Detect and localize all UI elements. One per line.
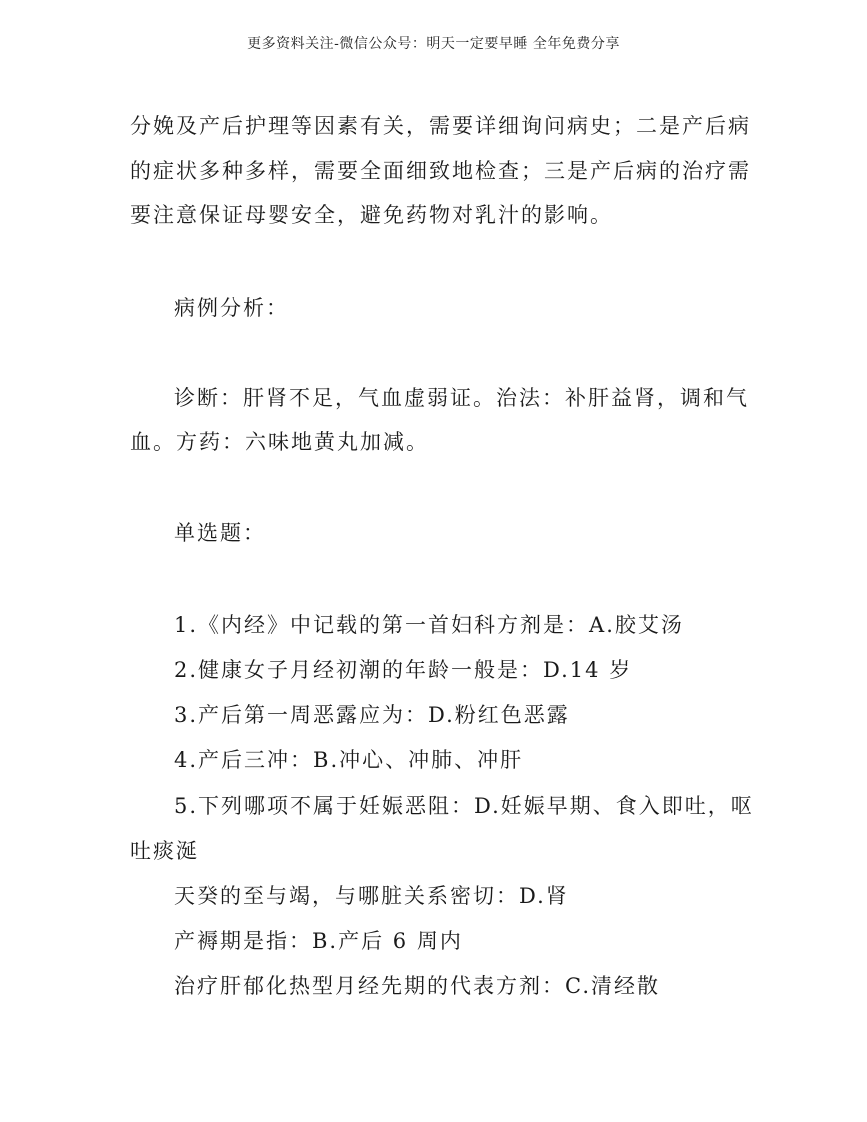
question-item: 产褥期是指：B.产后 6 周内 bbox=[174, 929, 463, 953]
question-item: 天癸的至与竭，与哪脏关系密切：D.肾 bbox=[174, 884, 569, 908]
question-item-continuation: 吐痰涎 bbox=[130, 839, 199, 863]
single-choice-heading: 单选题： bbox=[174, 521, 266, 545]
intro-line-2: 的症状多种多样，需要全面细致地检查；三是产后病的治疗需 bbox=[130, 159, 751, 183]
intro-line-3: 要注意保证母婴安全，避免药物对乳汁的影响。 bbox=[130, 203, 613, 227]
header-note: 更多资料关注-微信公众号：明天一定要早睡 全年免费分享 bbox=[247, 36, 620, 52]
case-analysis-heading: 病例分析： bbox=[174, 296, 289, 320]
question-item: 治疗肝郁化热型月经先期的代表方剂：C.清经散 bbox=[174, 974, 660, 998]
question-item: 3.产后第一周恶露应为：D.粉红色恶露 bbox=[174, 703, 570, 727]
question-item: 1.《内经》中记载的第一首妇科方剂是：A.胶艾汤 bbox=[174, 613, 684, 637]
intro-line-1: 分娩及产后护理等因素有关，需要详细询问病史；二是产后病 bbox=[130, 114, 751, 138]
diagnosis-line-2: 血。方药：六味地黄丸加减。 bbox=[130, 430, 429, 454]
question-item: 4.产后三冲：B.冲心、冲肺、冲肝 bbox=[174, 748, 524, 772]
diagnosis-line-1: 诊断：肝肾不足，气血虚弱证。治法：补肝益肾，调和气 bbox=[174, 386, 749, 410]
question-item: 2.健康女子月经初潮的年龄一般是：D.14 岁 bbox=[174, 658, 633, 682]
question-item: 5.下列哪项不属于妊娠恶阻：D.妊娠早期、食入即吐，呕 bbox=[174, 794, 754, 818]
